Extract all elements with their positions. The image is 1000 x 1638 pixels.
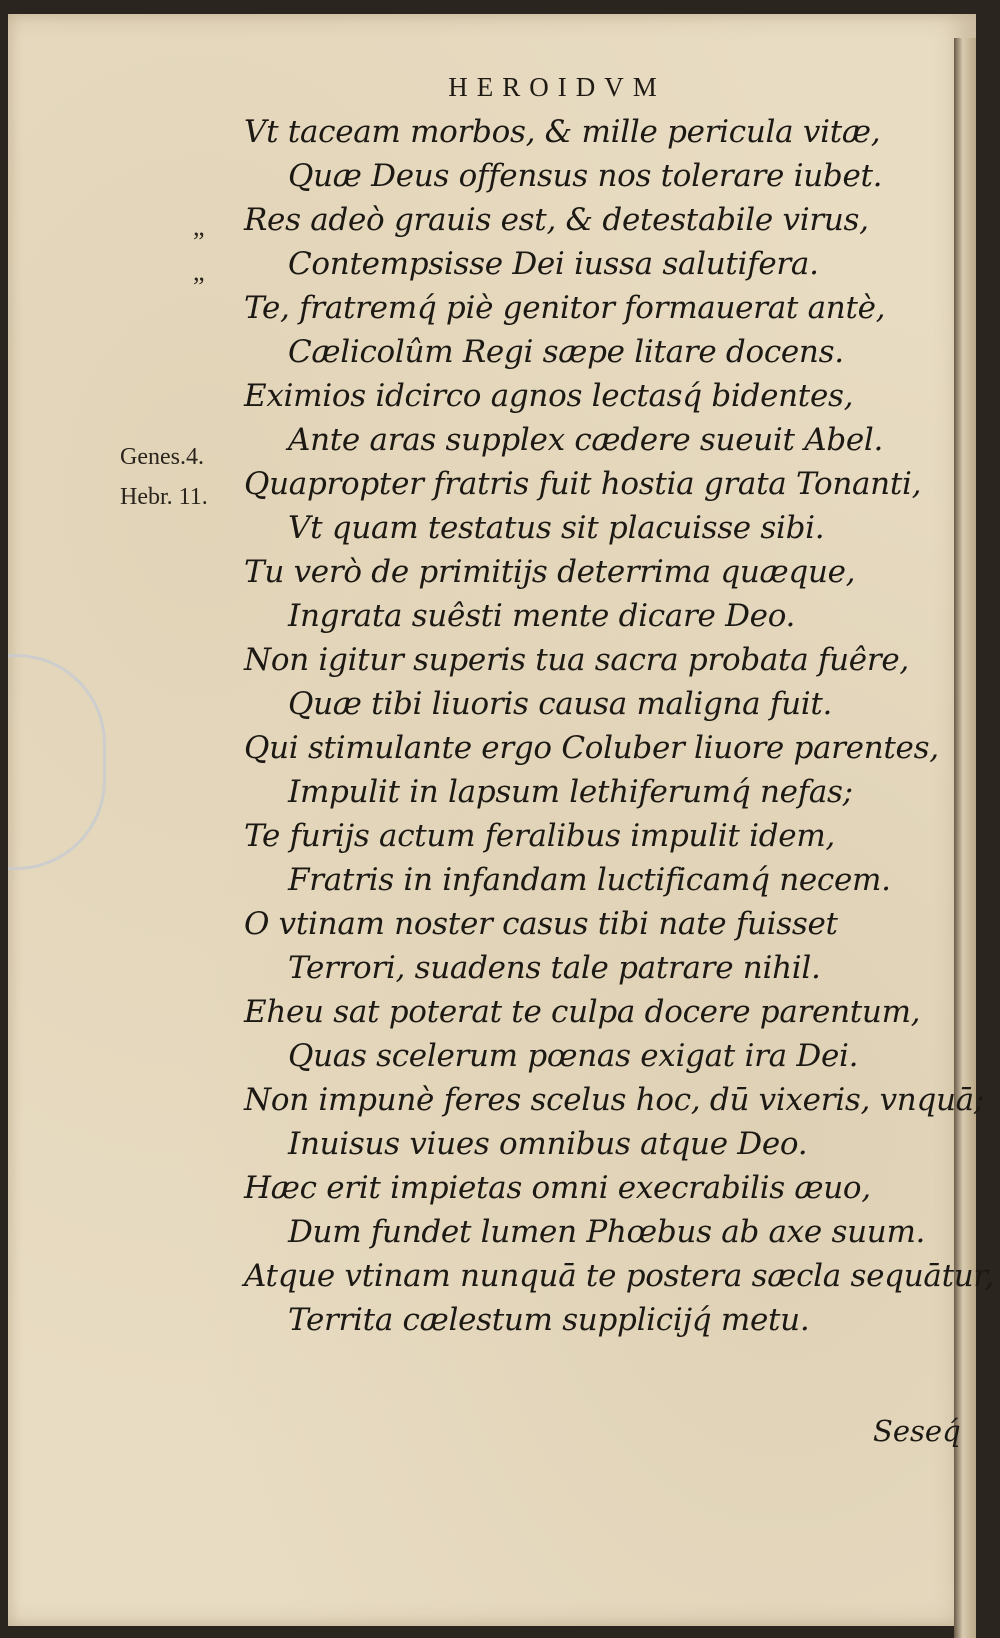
catchword: Seseq́ (873, 1414, 961, 1448)
verse-line: Qui stimulante ergo Coluber liuore parentes, (244, 730, 939, 766)
verse-line: Tu verò de primitijs deterrima quæque, (244, 554, 856, 590)
verse-line: Fratris in infandam luctificamq́ necem. (288, 862, 891, 898)
verse-line: Cælicolûm Regi sæpe litare docens. (288, 334, 844, 370)
verse-line: Quas scelerum pœnas exigat ira Dei. (288, 1038, 859, 1074)
verse-line: Terrori, suadens tale patrare nihil. (288, 950, 821, 986)
verse-line: Inuisus viues omnibus atque Deo. (288, 1126, 808, 1162)
margin-quote-mark: „ (193, 212, 205, 241)
verse-line: Te furijs actum feralibus impulit idem, (244, 818, 835, 854)
verse-line: Quæ tibi liuoris causa maligna fuit. (288, 686, 833, 722)
margin-quote-mark: „ (193, 257, 205, 286)
margin-note-hebrews: Hebr. 11. (120, 484, 208, 510)
verse-line: Vt quam testatus sit placuisse sibi. (288, 510, 825, 546)
verse-line: Atque vtinam nunquā te postera sæcla sequātur, (244, 1258, 995, 1294)
book-page (8, 14, 995, 1626)
verse-line: Dum fundet lumen Phœbus ab axe suum. (288, 1214, 926, 1250)
adjacent-page-edge (954, 38, 976, 1638)
verse-line: Territa cælestum supplicijq́ metu. (288, 1302, 810, 1338)
verse-line: O vtinam noster casus tibi nate fuisset (244, 906, 838, 942)
verse-line: Ingrata suêsti mente dicare Deo. (288, 598, 796, 634)
verse-line: Eheu sat poterat te culpa docere parentum, (244, 994, 921, 1030)
verse-line: Quæ Deus offensus nos tolerare iubet. (288, 158, 883, 194)
verse-line: Quapropter fratris fuit hostia grata Tonanti, (244, 466, 922, 502)
verse-line: Ante aras supplex cædere sueuit Abel. (288, 422, 884, 458)
verse-line: Te, fratremq́ piè genitor formauerat antè, (244, 290, 886, 326)
verse-line: Res adeò grauis est, & detestabile virus, (244, 202, 869, 238)
page-clip (8, 654, 106, 870)
verse-line: Non igitur superis tua sacra probata fuêre, (244, 642, 909, 678)
verse-line: Eximios idcirco agnos lectasq́ bidentes, (244, 378, 854, 414)
margin-note-genesis: Genes.4. (120, 444, 204, 470)
verse-line: Non impunè feres scelus hoc, dū vixeris, vnquā; (244, 1082, 984, 1118)
verse-line: Hæc erit impietas omni execrabilis æuo, (244, 1170, 871, 1206)
running-head: HEROIDVM (448, 72, 666, 102)
verse-line: Contempsisse Dei iussa salutifera. (288, 246, 819, 282)
verse-line: Vt taceam morbos, & mille pericula vitæ, (244, 114, 881, 150)
verse-line: Impulit in lapsum lethiferumq́ nefas; (288, 774, 853, 810)
